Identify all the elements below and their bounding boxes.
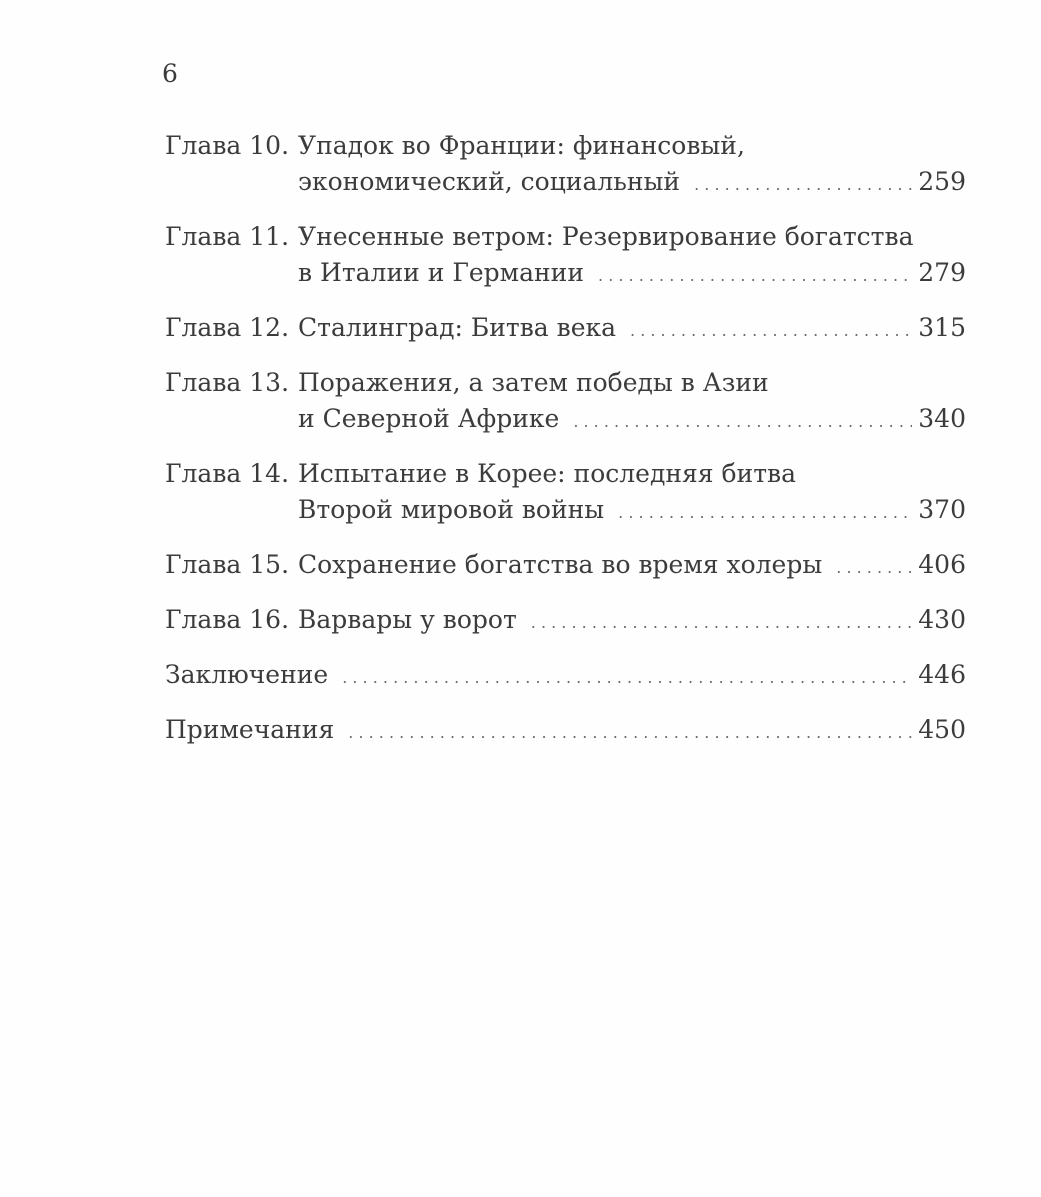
dot-leader <box>598 258 912 294</box>
chapter-title <box>298 602 966 641</box>
page-ref: 406 <box>918 550 966 579</box>
toc-entry-notes <box>165 712 966 751</box>
section-title-line <box>165 712 966 751</box>
chapter-label: Глава 16. <box>165 605 290 634</box>
page-ref: 279 <box>918 258 966 287</box>
chapter-title <box>298 456 966 531</box>
chapter-title-line: Поражения, а затем победы в Азии <box>298 368 769 397</box>
chapter-title-last-line <box>298 255 966 294</box>
page-ref: 446 <box>918 660 966 689</box>
chapter-label: Глава 14. <box>165 459 290 488</box>
section-title-text: Заключение <box>165 660 329 689</box>
page-ref: 370 <box>918 495 966 524</box>
chapter-title <box>298 219 966 294</box>
dot-leader <box>531 605 913 641</box>
chapter-title-last-line <box>298 492 966 531</box>
dot-leader <box>836 550 912 586</box>
page-number: 6 <box>162 59 178 88</box>
chapter-label: Глава 10. <box>165 131 290 160</box>
page-ref: 259 <box>918 167 966 196</box>
section-title <box>165 657 966 696</box>
dot-leader <box>694 167 912 203</box>
toc-entry <box>165 456 966 531</box>
page-ref: 450 <box>918 715 966 744</box>
page-ref: 315 <box>918 313 966 342</box>
chapter-label: Глава 12. <box>165 313 290 342</box>
chapter-title-text: Сохранение богатства во время холеры <box>298 550 823 579</box>
table-of-contents <box>165 128 966 767</box>
chapter-label: Глава 13. <box>165 368 290 397</box>
toc-entry <box>165 128 966 203</box>
chapter-title-line: Испытание в Корее: последняя битва <box>298 459 797 488</box>
chapter-title-text: Второй мировой войны <box>298 495 605 524</box>
section-title-text: Примечания <box>165 715 335 744</box>
chapter-title-line: Упадок во Франции: финансовый, <box>298 131 745 160</box>
page-ref: 340 <box>918 404 966 433</box>
toc-entry <box>165 365 966 440</box>
chapter-title-last-line <box>298 164 966 203</box>
chapter-title <box>298 365 966 440</box>
toc-entry-conclusion <box>165 657 966 696</box>
chapter-label: Глава 15. <box>165 550 290 579</box>
chapter-label: Глава 11. <box>165 222 290 251</box>
toc-entry <box>165 219 966 294</box>
page-ref: 430 <box>918 605 966 634</box>
chapter-title-text: Варвары у ворот <box>298 605 517 634</box>
chapter-title-text: и Северной Африке <box>298 404 560 433</box>
dot-leader <box>630 313 912 349</box>
chapter-title-last-line <box>298 602 966 641</box>
dot-leader <box>573 404 912 440</box>
section-title-line <box>165 657 966 696</box>
chapter-title-text: Сталинград: Битва века <box>298 313 617 342</box>
dot-leader <box>342 660 912 696</box>
toc-entry <box>165 602 966 641</box>
dot-leader <box>618 495 912 531</box>
toc-entry <box>165 310 966 349</box>
chapter-title-last-line <box>298 547 966 586</box>
chapter-title-last-line <box>298 401 966 440</box>
chapter-title <box>298 310 966 349</box>
chapter-title <box>298 128 966 203</box>
section-title <box>165 712 966 751</box>
chapter-title <box>298 547 966 586</box>
dot-leader <box>348 715 912 751</box>
chapter-title-text: экономический, социальный <box>298 167 681 196</box>
chapter-title-line: Унесенные ветром: Резервирование богатства <box>298 222 914 251</box>
toc-entry <box>165 547 966 586</box>
chapter-title-last-line <box>298 310 966 349</box>
chapter-title-text: в Италии и Германии <box>298 258 585 287</box>
